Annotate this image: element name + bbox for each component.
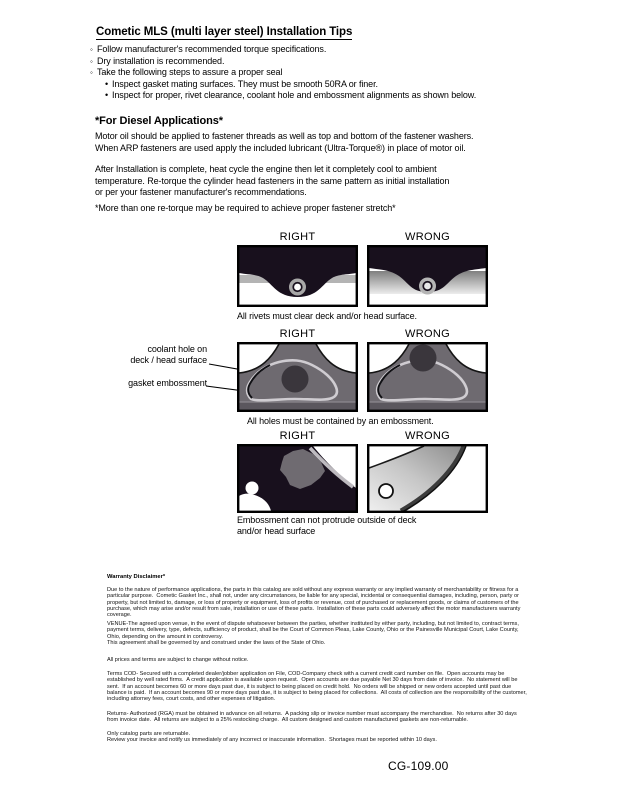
diesel-paragraph-retorque: After Installation is complete, heat cycle the engine then let it completely cool to ambient temperature. Re-torque the cylinder head fasteners in the same pattern as initial installation or per your fastener manufacturer's recommendations. bbox=[95, 164, 450, 198]
figure2-caption: All holes must be contained by an embossment. bbox=[247, 416, 434, 426]
bullet-text: Inspect gasket mating surfaces. They must be smooth 50RA or finer. bbox=[112, 78, 378, 89]
prices-paragraph: All prices and terms are subject to change without notice. bbox=[107, 657, 249, 663]
figure3-right-label: RIGHT bbox=[279, 430, 316, 442]
venue-paragraph: VENUE-The agreed upon venue, in the event of dispute whatsoever between the parties, whether instituted by either party, including, but not limited to, contract terms, payment terms, delivery, type, defects, sufficiency of product, shall be the Court of Common Pleas, Lake County, Ohio or the Painesville Municipal Court, Lake County, Ohio, depending on the amount in controversy. This agreement shall be governed by and construed under the laws of the State of Ohio. bbox=[107, 621, 519, 647]
retorque-note: *More than one re-torque may be required to achieve proper fastener stretch* bbox=[95, 203, 396, 213]
solid-bullet-icon: • bbox=[105, 90, 109, 101]
solid-bullet-icon: • bbox=[105, 78, 109, 89]
bullet-text: Take the following steps to assure a proper seal bbox=[97, 67, 283, 78]
sub-bullet-item bbox=[105, 79, 580, 91]
figure1-caption: All rivets must clear deck and/or head surface. bbox=[237, 311, 417, 321]
figure1-wrong-image bbox=[367, 245, 488, 307]
open-bullet-icon: ◦ bbox=[90, 56, 93, 66]
returns-paragraph: Returns- Authorized (RGA) must be obtained in advance on all returns. A packing slip or invoice number must accompany the merchandise. No returns after 30 days from invoice date. All returns are subject to a 25% restocking charge. All custom designed and custom manufactured gaskets are non-returnable. bbox=[107, 711, 519, 724]
coolant-hole-icon bbox=[282, 366, 309, 393]
figure3-wrong-label: WRONG bbox=[405, 430, 450, 442]
bullet-text: Dry installation is recommended. bbox=[97, 55, 225, 66]
figure2-right-image bbox=[237, 342, 358, 412]
figure1-right-label: RIGHT bbox=[279, 231, 316, 243]
bullet-item bbox=[90, 44, 580, 56]
figure3-wrong-image bbox=[367, 444, 488, 513]
bullet-text: Follow manufacturer's recommended torque specifications. bbox=[97, 44, 327, 54]
figure2-wrong-label: WRONG bbox=[405, 328, 450, 340]
figure1-wrong-label: WRONG bbox=[405, 231, 450, 243]
warranty-heading: Warranty Disclaimer* bbox=[107, 574, 166, 580]
terms-paragraph: Terms COD- Secured with a completed dealer/jobber application on File, COD-Company check with a current credit card number on file. Open accounts may be established by well rated firms. A credit application is available upon request. Open accounts are due payable Net 30 days from date of invoice. No statement will be sent. If an account becomes 60 or more days past due, it is subject to being placed on credit hold. No orders will be shipped or new orders accepted until past due balance is paid. If an account becomes 90 or more days past due, it is subject to being placed for collections. All costs of collection are the responsibility of the customer, including attorney fees, court costs, and other expenses of litigation. bbox=[107, 671, 529, 703]
bullet-text: Inspect for proper, rivet clearance, coolant hole and embossment alignments as shown below. bbox=[112, 90, 477, 101]
figure2-right-label: RIGHT bbox=[279, 328, 316, 340]
diesel-paragraph-oil: Motor oil should be applied to fastener threads as well as top and bottom of the fastener washers. When ARP fasteners are used apply the included lubricant (Ultra-Torque®) in place of motor oil. bbox=[95, 131, 474, 153]
open-bullet-icon: ◦ bbox=[90, 45, 93, 54]
figure3-caption: Embossment can not protrude outside of deck and/or head surface bbox=[237, 515, 417, 536]
bolt-hole-icon bbox=[379, 484, 393, 498]
page-number: CG-109.00 bbox=[388, 759, 449, 773]
warranty-paragraph: Due to the nature of performance applications, the parts in this catalog are sold without any express warranty or any implied warranty of merchantability or fitness for a particular purpose. Cometic Gasket Inc., shall not, under any circumstances, be liable for any special, incidental or consequential damages, including, person, party or property, but not limited to, damage, or loss of property or equipment, loss of profits or revenue, cost of purchased or replacement goods, or claims of customers of the purchase, which may arise and/or result from sale, installation or use of these parts. Installation of these parts could adversely affect the motor manufacturers warranty coverage. bbox=[107, 587, 522, 619]
figure1-right-image bbox=[237, 245, 358, 307]
figure2-wrong-image bbox=[367, 342, 488, 412]
page-title: Cometic MLS (multi layer steel) Installation Tips bbox=[96, 26, 353, 38]
figure3-right-image bbox=[237, 444, 358, 513]
coolant-hole-icon bbox=[410, 345, 437, 372]
callout-gasket-embossment-label: gasket embossment bbox=[128, 378, 207, 388]
bullet-item bbox=[90, 56, 580, 68]
callout-coolant-hole-label: coolant hole on deck / head surface bbox=[130, 344, 207, 365]
bolt-hole-icon bbox=[246, 482, 259, 495]
bullet-list bbox=[90, 44, 580, 102]
bullet-item bbox=[90, 67, 580, 79]
open-bullet-icon: ◦ bbox=[90, 68, 93, 78]
catalog-parts-paragraph: Only catalog parts are returnable. Review your invoice and notify us immediately of any incorrect or inaccurate information. Shortages must be reported within 10 days. bbox=[107, 731, 437, 744]
diesel-applications-heading: *For Diesel Applications* bbox=[95, 115, 223, 127]
sub-bullet-item bbox=[105, 90, 580, 102]
